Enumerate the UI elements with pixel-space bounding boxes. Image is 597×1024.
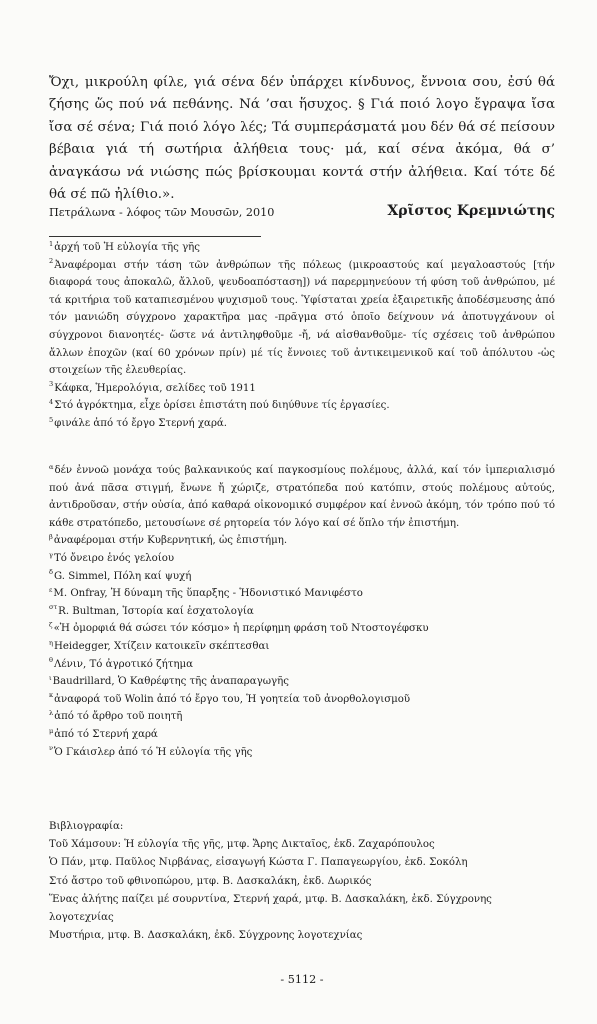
bibliography-entry: Τοῦ Χάμσουν: Ἡ εὐλογία τῆς γῆς, μτφ. Ἄρης Δικταῖος, ἐκδ. Ζαχαρόπουλος [49,839,435,851]
footnote-mark: β [49,532,53,541]
footnote-text: R. Bultman, Ἱστορία καί ἐσχατολογία [58,605,254,617]
footnote-mark: στ [49,603,58,612]
footnote-mark: 2 [49,257,54,266]
footnote [49,568,555,586]
footnote-text: ἀπό τό ἄρθρο τοῦ ποιητῆ [54,711,183,723]
footnote-text: G. Simmel, Πόλη καί ψυχή [53,570,192,582]
footnote-mark: 5 [49,415,54,424]
bibliography-entry: Μυστήρια, μτφ. Β. Δασκαλάκη, ἐκδ. Σύγχρονης λογοτεχνίας [49,930,363,942]
footnote-mark: α [49,462,54,471]
footnote [49,239,555,257]
footnote [49,550,555,568]
footnote-text: ἀναφορά τοῦ Wolin ἀπό τό ἔργο του, Ἡ γοητεία τοῦ ἀνορθολογισμοῦ [54,693,411,705]
bibliography-entry: Στό ἄστρο τοῦ φθινοπώρου, μτφ. Β. Δασκαλάκη, ἐκδ. Δωρικός [49,875,372,887]
footnote-text: ἀπό τό Στερνή χαρά [54,728,158,740]
footnote-mark: 1 [49,239,54,248]
footnote-text: δέν ἐννοῶ μονάχα τούς βαλκανικούς καί παγκοσμίους πολέμους, ἀλλά, καί τόν ἰμπεριαλισμό πού ἀνά πᾶσα στιγμή, ἔνωνε ἤ χώριζε, στρατόπεδα πού κατόπιν, στούς πολέμους αὐτούς, ἀντιδροῦσαν, στήν οὐσία, ἀπό καθαρά οἰκονομικό συμφέρον καί ἐννοῶ ἀκόμη, τόν τρόπο πού τό κάθε στρατόπεδο, μετουσίωνε σέ ρητορεία τόν λόγο καί σέ ὅπλο τήν ἐπιστήμη. [49,465,555,529]
footnote-text: ἀρχή τοῦ Ἡ εὐλογία τῆς γῆς [54,242,200,253]
footnote-mark: ι [49,673,52,682]
footnote-text: Heidegger, Χτίζειν κατοικεῖν σκέπτεσθαι [53,640,270,652]
footnote-mark: ε [49,585,53,594]
greek-lettered-footnotes [49,462,555,761]
page-number: - 5112 - [280,973,324,986]
footnote [49,257,555,380]
numbered-footnotes [49,239,555,433]
signature-block [49,203,555,223]
bibliography-list [49,836,555,945]
bibliography-heading: Βιβλιογραφία: [49,821,124,832]
footnote-mark: μ [49,726,54,735]
footnote-divider [49,236,261,237]
bibliography-entry: Ἕνας ἀλήτης παίζει μέ σουρντίνα, Στερνή χαρά, μτφ. Β. Δασκαλάκη, ἐκδ. Σύγχρονης λογοτεχνίας [49,893,492,924]
footnote-mark: 3 [49,380,54,389]
footnote-text: Τό ὄνειρο ἑνός γελοίου [53,552,175,564]
bibliography-entry: Ὁ Πάν, μτφ. Παῦλος Νιρβάνας, εἰσαγωγή Κώστα Γ. Παπαγεωργίου, ἐκδ. Σοκόλη [49,857,468,869]
footnote-mark: δ [49,568,53,577]
footnote-mark: ν [49,744,54,753]
footnote-text: φινάλε ἀπό τό ἔργο Στερνή χαρά. [54,417,228,429]
footnote [49,638,555,656]
footnote [49,585,555,603]
place-date: Πετράλωνα - λόφος τῶν Μουσῶν, 2010 [49,206,275,219]
footnote-mark: γ [49,550,53,559]
footnote-text: Baudrillard, Ὁ Καθρέφτης τῆς ἀναπαραγωγῆς [52,676,289,688]
footnote [49,603,555,621]
footnote-mark: 4 [49,397,54,406]
footnote-mark: η [49,638,53,647]
footnote-text: Λένιν, Τό ἀγροτικό ζήτημα [53,658,193,670]
footnote-text: Ἀναφέρομαι στήν τάση τῶν ἀνθρώπων τῆς πόλεως (μικροαστούς καί μεγαλοαστούς [τήν διαφορά τους ἀποκαλῶ, ἄλλοῦ, ψευδοαπόσταση]) νά παρερμηνεύουν τή φύση τοῦ ἀνθρώπου, μέ τά κριτήρια τοῦ καταπιεσμένου ψυχισμοῦ τους. Ὑφίσταται χρεία ἐξαιρετικῆς ἀποδέσμευσης ἀπό τόν μανιώδη σύγχρονο χαρακτῆρα μας -πρᾶγμα στό ὁποῖο δείχνουν νά ἀποτυγχάνουν οἱ σύγχρονοι διανοητές- ὥστε νά ἀντιληφθοῦμε -ἤ, νά αἰσθανθοῦμε- τίς σχέσεις τοῦ ἀνθρώπου ἄλλων ἐποχῶν (καί 60 χρόνων πρίν) μέ τίς ἔννοιες τοῦ ἀντικειμενικοῦ καί τοῦ ἀπόλυτου -ὡς στοιχείων τῆς ἐλευθερίας. [49,259,555,377]
footnote-text: «Ἡ ὀμορφιά θά σώσει τόν κόσμο» ἡ περίφημη φράση τοῦ Ντοστογέφσκυ [53,623,429,635]
footnote-mark: λ [49,708,54,717]
footnote [49,708,555,726]
footnote [49,462,555,532]
footnote [49,656,555,674]
footnote-mark: κ [49,691,54,700]
footnote-text: ἀναφέρομαι στήν Κυβερνητική, ὡς ἐπιστήμη. [53,535,288,547]
footnote-mark: θ [49,656,53,665]
footnote [49,691,555,709]
footnote [49,726,555,744]
footnote [49,380,555,398]
footnote [49,415,555,433]
footnote [49,744,555,762]
footnote-text: Ὁ Γκάισλερ ἀπό τό Ἡ εὐλογία τῆς γῆς [54,746,253,758]
bibliography [49,818,555,945]
footnote [49,532,555,550]
main-paragraph: Ὄχι, μικρούλη φίλε, γιά σένα δέν ὑπάρχει κίνδυνος, ἔννοια σου, ἐσύ θά ζήσης ὥς πού νά πεθάνης. Νά ’σαι ἥσυχος. § Γιά ποιό λογο ἔγραψα ἴσα ἴσα σέ σένα; Γιά ποιό λόγο λές; Τά συμπεράσματά μου δέν θά σέ πείσουν βέβαια γιά τή σωτήρια ἀλήθεια τους· μά, καί σένα ἀκόμα, θά σ’ ἀναγκάσω νά νιώσης πώς βρίσκουμαι κοντά στήν ἀλήθεια. Καί τότε δέ θά σέ πῶ ἠλίθιο.». [49,75,555,203]
footnote [49,673,555,691]
footnote-mark: ζ [49,620,53,629]
footnote-text: M. Onfray, Ἡ δύναμη τῆς ὕπαρξης - Ἡδονιστικό Μανιφέστο [53,588,363,600]
footnote [49,397,555,415]
footnote-text: Κάφκα, Ἡμερολόγια, σελίδες τοῦ 1911 [54,382,256,394]
author-name: Χρῖστος Κρεμνιώτης [387,203,555,219]
footnote-text: Στό ἀγρόκτημα, εἶχε ὁρίσει ἐπιστάτη πού διηύθυνε τίς ἐργασίες. [54,400,390,412]
footnote [49,620,555,638]
